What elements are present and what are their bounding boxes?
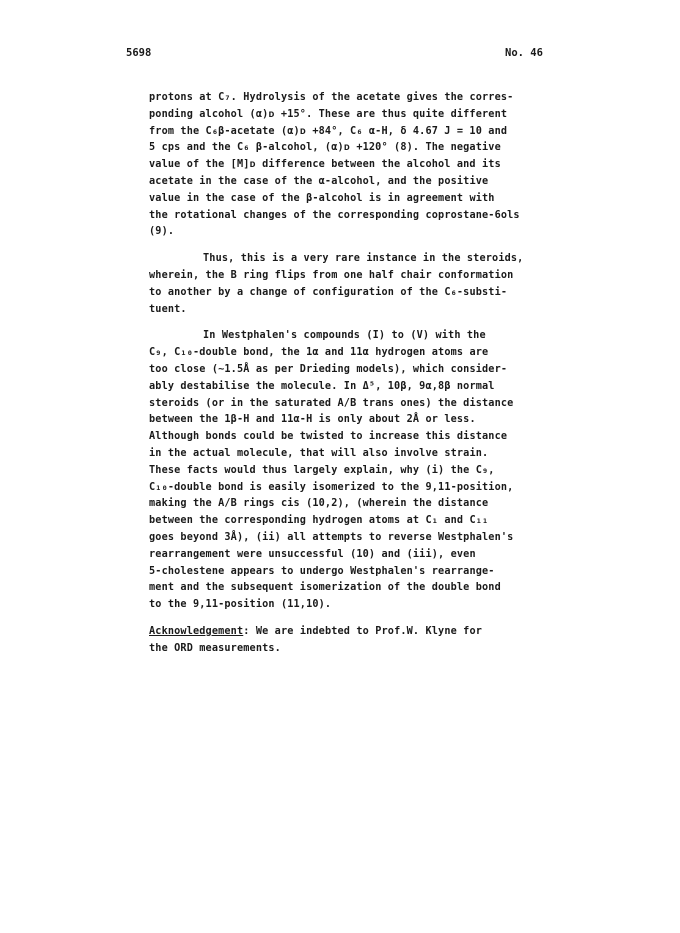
acknowledgement-heading: Acknowledgement — [149, 625, 244, 637]
text-line: the rotational changes of the corresponding coprostane-6ols — [149, 209, 520, 221]
text-line: C₉, C₁₀-double bond, the 1α and 11α hydrogen atoms are — [149, 347, 489, 359]
issue-number: No. 46 — [505, 47, 543, 59]
text-line: the ORD measurements. — [149, 642, 281, 654]
text-line: rearrangement were unsuccessful (10) and (iii), even — [149, 548, 476, 560]
text-line: In Westphalen's compounds (I) to (V) with the — [203, 330, 486, 342]
text-line: These facts would thus largely explain, why (i) the C₉, — [149, 464, 495, 476]
text-line: Thus, this is a very rare instance in the steroids, — [203, 253, 524, 265]
paragraph-hydrolysis — [149, 90, 559, 241]
text-line: in the actual molecule, that will also involve strain. — [149, 447, 489, 459]
text-line: wherein, the B ring flips from one half chair conformation — [149, 269, 514, 281]
text-line: ably destabilise the molecule. In Δ⁵, 10β, 9α,8β normal — [149, 380, 495, 392]
text-line: value of the [M]ᴅ difference between the alcohol and its — [149, 159, 501, 171]
text-line: ponding alcohol (α)ᴅ +15°. These are thus quite different — [149, 108, 508, 120]
text-line: between the corresponding hydrogen atoms at C₁ and C₁₁ — [149, 515, 489, 527]
text-line: Although bonds could be twisted to increase this distance — [149, 431, 508, 443]
text-line: goes beyond 3Å), (ii) all attempts to reverse Westphalen's — [149, 531, 514, 543]
text-line: C₁₀-double bond is easily isomerized to the 9,11-position, — [149, 481, 514, 493]
text-line: tuent. — [149, 303, 187, 315]
text-line: making the A/B rings cis (10,2), (wherein the distance — [149, 498, 489, 510]
text-line — [149, 624, 559, 641]
text-line: to the 9,11-position (11,10). — [149, 599, 332, 611]
paragraph-westphalen — [149, 328, 559, 614]
text-line: to another by a change of configuration of the C₆-substi- — [149, 286, 508, 298]
text-line: from the C₆β-acetate (α)ᴅ +84°, C₆ α-H, δ 4.67 J = 10 and — [149, 125, 508, 137]
text-line: protons at C₇. Hydrolysis of the acetate gives the corres- — [149, 92, 514, 103]
acknowledgement-text: : We are indebted to Prof.W. Klyne for — [243, 625, 483, 637]
text-line: 5 cps and the C₆ β-alcohol, (α)ᴅ +120° (8). The negative — [149, 142, 501, 154]
text-line: value in the case of the β-alcohol is in agreement with — [149, 192, 495, 204]
acknowledgement — [149, 624, 559, 658]
text-line: (9). — [149, 226, 175, 238]
text-line: between the 1β-H and 11α-H is only about 2Å or less. — [149, 414, 476, 426]
text-line: steroids (or in the saturated A/B trans ones) the distance — [149, 397, 514, 409]
text-line: too close (∼1.5Å as per Drieding models), which consider- — [149, 363, 508, 375]
paragraph-ring-flip — [149, 251, 559, 318]
page-number: 5698 — [126, 47, 152, 59]
article-body — [149, 90, 559, 658]
text-line: acetate in the case of the α-alcohol, and the positive — [149, 175, 489, 187]
text-line: ment and the subsequent isomerization of the double bond — [149, 582, 501, 594]
text-line: 5-cholestene appears to undergo Westphalen's rearrange- — [149, 565, 495, 577]
